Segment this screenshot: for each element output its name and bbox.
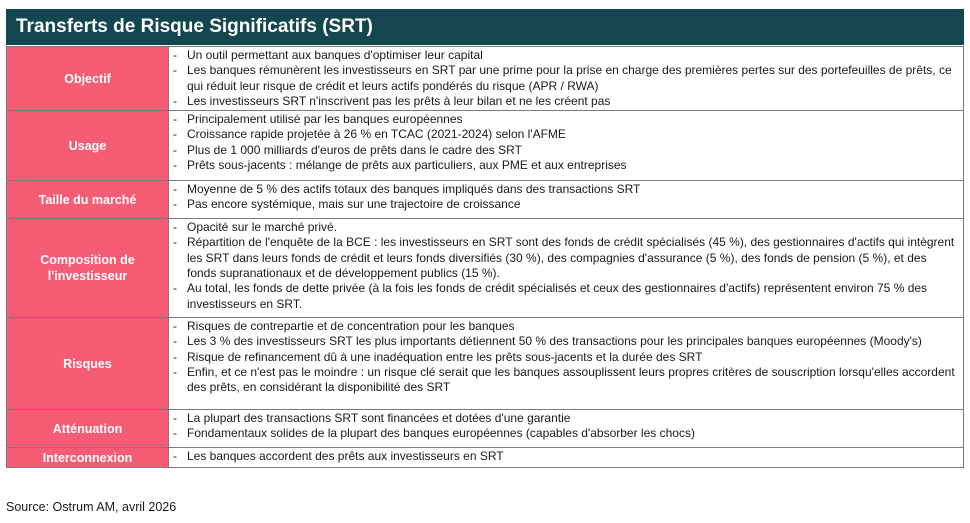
list-item: - Principalement utilisé par les banques européennes [173, 112, 955, 127]
list-item: - Prêts sous-jacents : mélange de prêts aux particuliers, aux PME et aux entreprises [173, 158, 955, 173]
list-item: - Fondamentaux solides de la plupart des banques européennes (capables d'absorber les chocs) [173, 426, 955, 441]
list-item: - Moyenne de 5 % des actifs totaux des banques impliqués dans des transactions SRT [173, 182, 955, 197]
list-item: - Les banques accordent des prêts aux investisseurs en SRT [173, 449, 955, 464]
list-item: - Les 3 % des investisseurs SRT les plus importants détiennent 50 % des transactions pour les principales banques européennes (Moody's) [173, 334, 955, 349]
list-item: - Opacité sur le marché privé. [173, 220, 955, 235]
row-content-attenuation [169, 410, 964, 448]
list-item: - La plupart des transactions SRT sont financées et dotées d'une garantie [173, 411, 955, 426]
table-row [7, 448, 964, 468]
table-row [7, 47, 964, 111]
list-item: - Croissance rapide projetée à 26 % en TCAC (2021-2024) selon l'AFME [173, 127, 955, 142]
row-label-usage: Usage [7, 111, 169, 181]
row-content-composition-investisseur [169, 219, 964, 318]
list-item: - Enfin, et ce n'est pas le moindre : un risque clé serait que les banques assouplissent leurs propres critères de souscription lorsqu'elles accordent des prêts, en considérant la disponibilité des SRT [173, 365, 955, 396]
list-item: - Un outil permettant aux banques d'optimiser leur capital [173, 48, 955, 63]
list-item: - Risque de refinancement dû à une inadéquation entre les prêts sous-jacents et la durée des SRT [173, 350, 955, 365]
row-label-objectif: Objectif [7, 47, 169, 111]
source-note: Source: Ostrum AM, avril 2026 [6, 500, 177, 514]
row-content-risques [169, 318, 964, 410]
row-content-taille-du-marche [169, 181, 964, 219]
table-row [7, 318, 964, 410]
list-item: - Au total, les fonds de dette privée (à la fois les fonds de crédit spécialisés et ceux des gestionnaires d'actifs) représentent environ 75 % des investisseurs en SRT. [173, 281, 955, 312]
row-content-objectif [169, 47, 964, 111]
row-label-taille-du-marche: Taille du marché [7, 181, 169, 219]
list-item: - Pas encore systémique, mais sur une trajectoire de croissance [173, 197, 955, 212]
table-row [7, 111, 964, 181]
srt-table [6, 46, 964, 468]
row-content-interconnexion [169, 448, 964, 468]
list-item: - Plus de 1 000 milliards d'euros de prêts dans le cadre des SRT [173, 143, 955, 158]
row-label-risques: Risques [7, 318, 169, 410]
row-label-composition-investisseur: Composition de l'investisseur [7, 219, 169, 318]
table-row [7, 410, 964, 448]
table-row [7, 219, 964, 318]
list-item: - Les banques rémunèrent les investisseurs en SRT par une prime pour la prise en charge des premières pertes sur des portefeuilles de prêts, ce qui réduit leur risque de crédit et leurs actifs pondérés du risque (APR / RWA) [173, 63, 955, 94]
table-row [7, 181, 964, 219]
list-item: - Risques de contrepartie et de concentration pour les banques [173, 319, 955, 334]
list-item: - Les investisseurs SRT n'inscrivent pas les prêts à leur bilan et ne les créent pas [173, 94, 955, 109]
list-item: - Répartition de l'enquête de la BCE : les investisseurs en SRT sont des fonds de crédit spécialisés (45 %), des gestionnaires d'actifs qui intègrent les SRT dans leurs fonds de crédit et leurs fonds diversifiés (30 %), des compagnies d'assurance (5 %), des fonds de pension (5 %), et des fonds supranationaux et de développement publics (15 %). [173, 235, 955, 281]
row-content-usage [169, 111, 964, 181]
table-title: Transferts de Risque Significatifs (SRT) [6, 9, 964, 45]
row-label-attenuation: Atténuation [7, 410, 169, 448]
row-label-interconnexion: Interconnexion [7, 448, 169, 468]
